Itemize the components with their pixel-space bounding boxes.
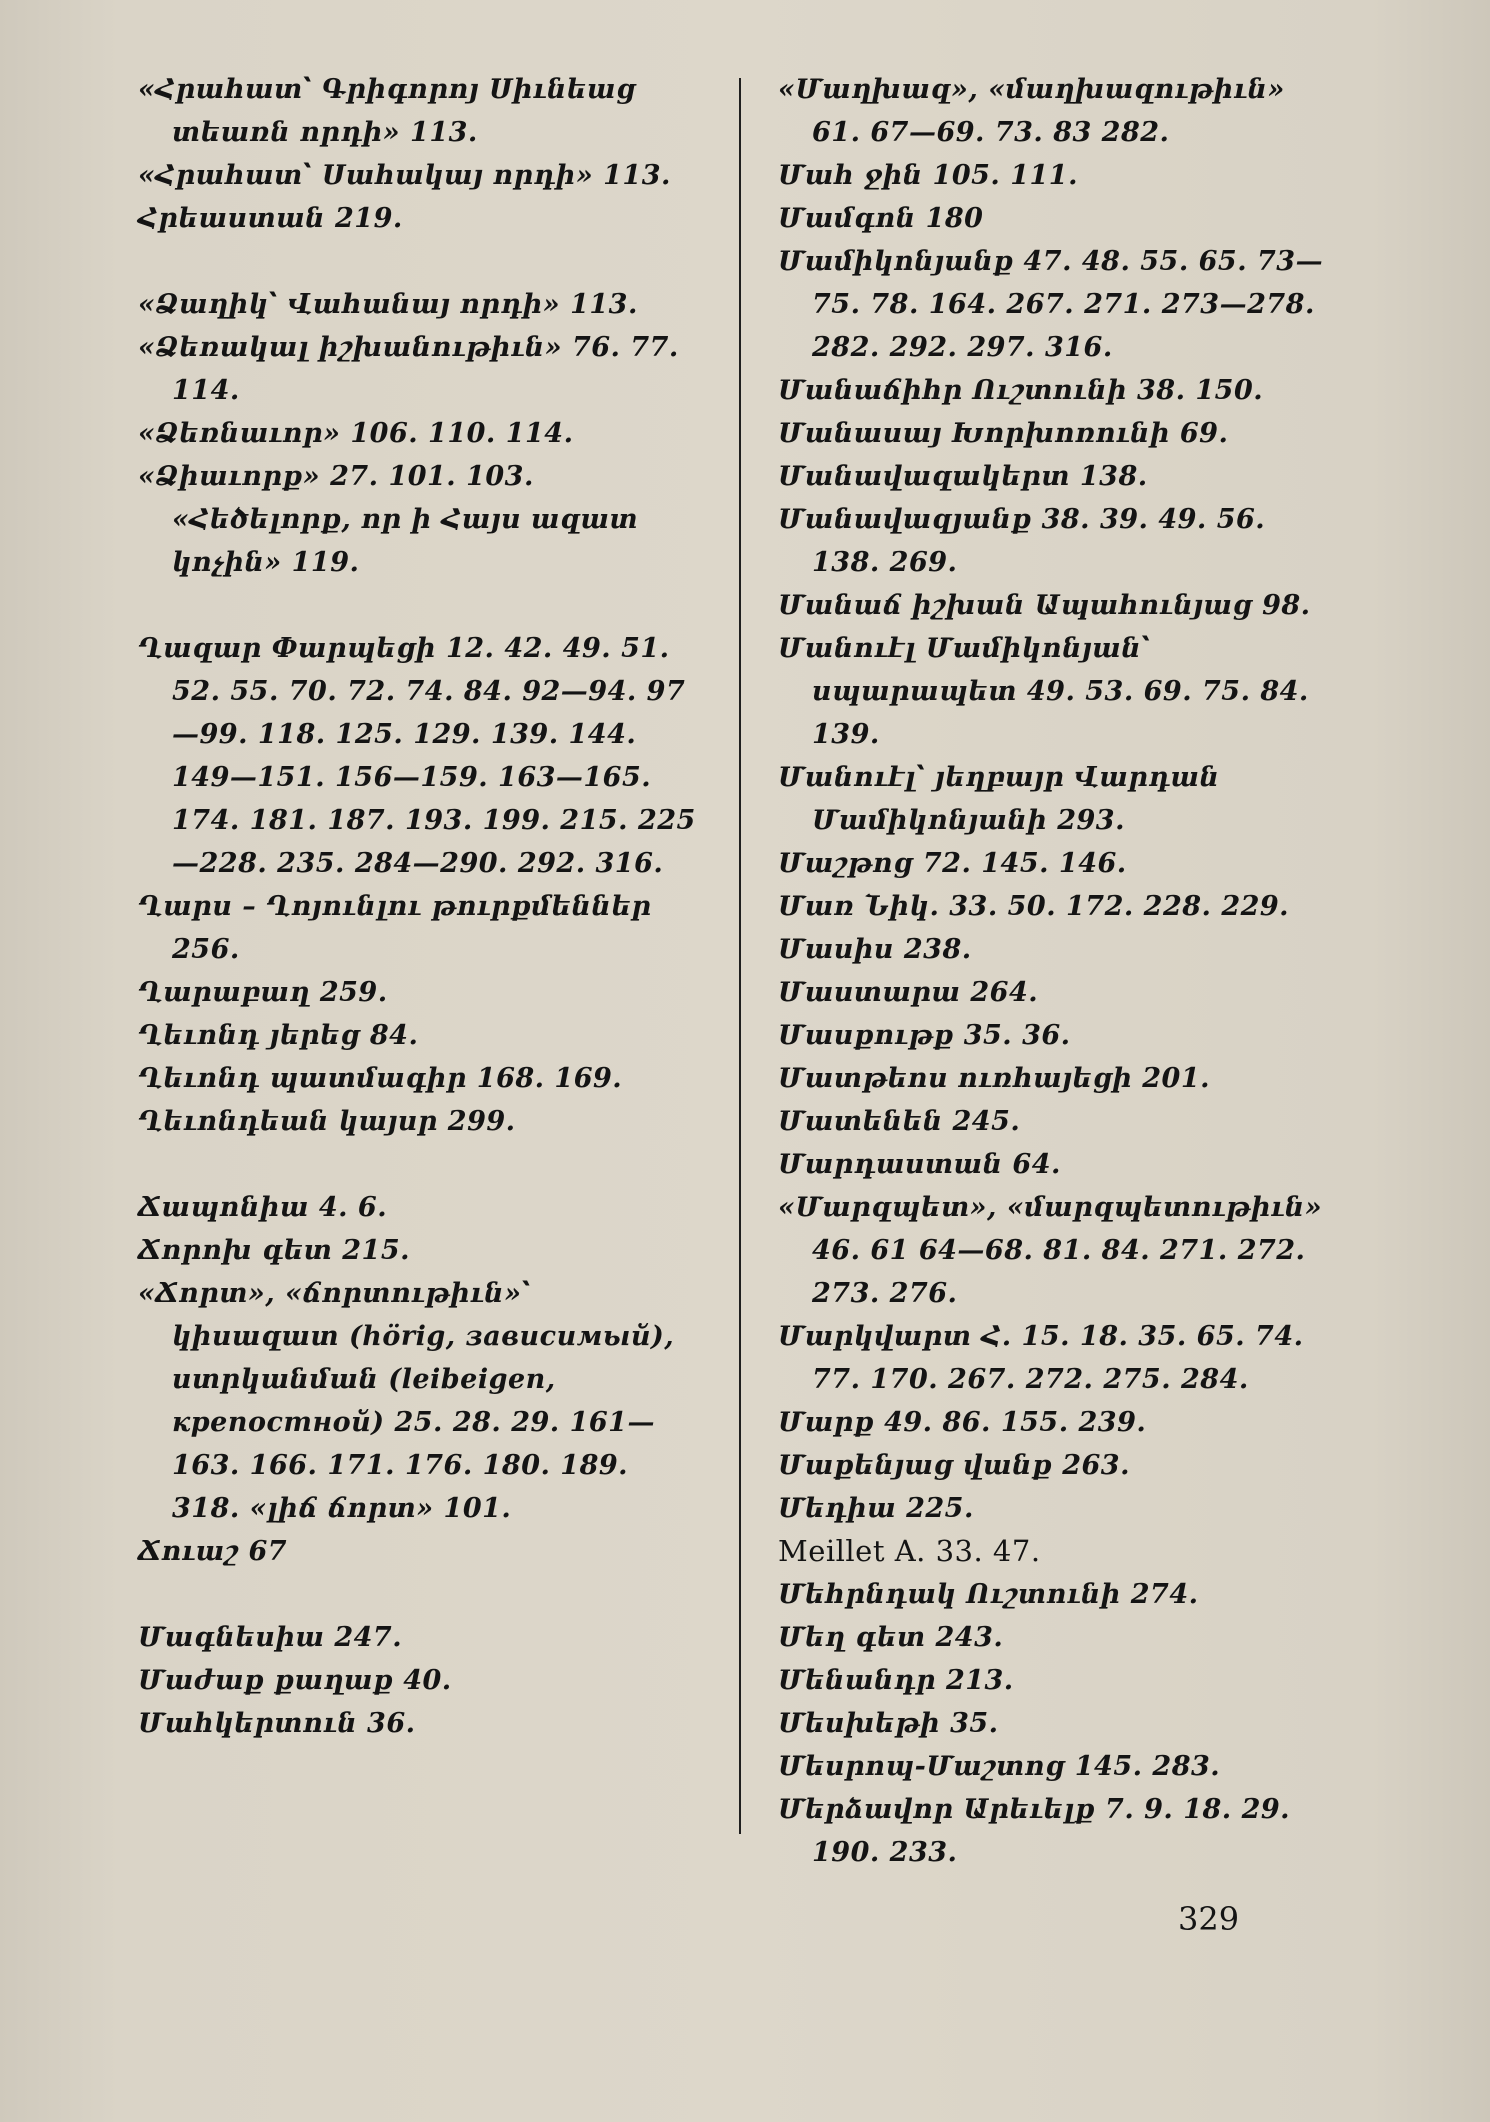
index-entry: «Հրահատ՝ Սահակայ որդի» 113. bbox=[138, 160, 671, 191]
index-column-right bbox=[778, 68, 1338, 1874]
index-entry: Հրեաստան 219. bbox=[138, 203, 403, 234]
index-entry: Մանաճ իշխան Ապահունյաց 98. bbox=[778, 590, 1311, 621]
index-entry: Մանասայ Խորխոռունի 69. bbox=[778, 418, 1229, 449]
index-entry: «Ձաղիկ՝ Վահանայ որդի» 113. bbox=[138, 289, 638, 320]
index-entry: Մանավազյանք 38. 39. 49. 56. 138. 269. bbox=[778, 504, 1266, 578]
index-entry: «Ձիաւորք» 27. 101. 103. «Հեծելորք, որ ի Հայս ազատ կոչին» 119. bbox=[138, 461, 639, 578]
index-entry: «Մաղխազ», «մաղխազութիւն» 61. 67—69. 73. 83 282. bbox=[778, 74, 1285, 148]
index-entry: Մանաճիհր Ուշտունի 38. 150. bbox=[778, 375, 1264, 406]
index-entry: Մահ ջին 105. 111. bbox=[778, 160, 1078, 191]
index-entry: Ճապոնիա 4. 6. bbox=[138, 1192, 388, 1223]
index-entry: Մարդաստան 64. bbox=[778, 1149, 1061, 1180]
index-entry: Մաքենյաց վանք 263. bbox=[778, 1450, 1130, 1481]
index-entry: «Հրահատ՝ Գրիգորոյ Սիւնեաց տեառն որդի» 113. bbox=[138, 74, 636, 148]
index-entry: Meillet A. 33. 47. bbox=[778, 1534, 1041, 1568]
index-entry: Մասիս 238. bbox=[778, 934, 972, 965]
section-gap bbox=[138, 240, 698, 283]
index-entry: Մատթեոս ուռհայեցի 201. bbox=[778, 1063, 1211, 1094]
index-entry: Մանուէլ Մամիկոնյան՝ սպարապետ 49. 53. 69. 75. 84. 139. bbox=[778, 633, 1309, 750]
index-entry: Մատենեն 245. bbox=[778, 1106, 1021, 1137]
index-entry: Մեհրնդակ Ուշտունի 274. bbox=[778, 1579, 1199, 1610]
index-entry: Մեդիա 225. bbox=[778, 1493, 974, 1524]
index-entry: Մանավազակերտ 138. bbox=[778, 461, 1148, 492]
index-entry: Մասքութք 35. 36. bbox=[778, 1020, 1071, 1051]
index-column-left bbox=[138, 68, 698, 1745]
index-entry: Ղեւոնդ յերեց 84. bbox=[138, 1020, 419, 1051]
index-entry: Ղարաբաղ 259. bbox=[138, 977, 388, 1008]
index-entry: Մեսրոպ-Մաշտոց 145. 283. bbox=[778, 1751, 1221, 1782]
index-entry: Ճորոխ գետ 215. bbox=[138, 1235, 411, 1266]
index-entry: Ղեւոնդ պատմագիր 168. 169. bbox=[138, 1063, 623, 1094]
index-entry: Մահկերտուն 36. bbox=[138, 1708, 416, 1739]
index-entry: «Ձեռակալ իշխանութիւն» 76. 77. 114. bbox=[138, 332, 679, 406]
index-entry: Մերձավոր Արեւելք 7. 9. 18. 29. 190. 233. bbox=[778, 1794, 1291, 1868]
index-entry: Ղեւոնդեան կայսր 299. bbox=[138, 1106, 516, 1137]
index-entry: Ճուաշ 67 bbox=[138, 1536, 288, 1567]
index-entry: Մաստարա 264. bbox=[778, 977, 1039, 1008]
index-entry: «Ճորտ», «ճորտութիւն»՝ կիսազատ (hörig, зависимый), ստրկանման (leibeigen, крепостной) 25. 28. 29. 161—163. 166. 171. 176. 180. 189. 318. «լիճ ճորտ» 101. bbox=[138, 1278, 675, 1524]
index-entry: Մագնեսիա 247. bbox=[138, 1622, 403, 1653]
section-gap bbox=[138, 1573, 698, 1616]
index-entry: Մենանդր 213. bbox=[778, 1665, 1014, 1696]
index-entry: Մարք 49. 86. 155. 239. bbox=[778, 1407, 1147, 1438]
index-entry: Մաշթոց 72. 145. 146. bbox=[778, 848, 1127, 879]
column-divider bbox=[739, 78, 741, 1834]
index-entry: Ղազար Փարպեցի 12. 42. 49. 51. 52. 55. 70. 72. 74. 84. 92—94. 97—99. 118. 125. 129. 139. 144. 149—151. 156—159. 163—165. 174. 181. 187. 193. 199. 215. 225—228. 235. 284—290. 292. 316. bbox=[138, 633, 696, 879]
index-entry: Մամիկոնյանք 47. 48. 55. 65. 73—75. 78. 164. 267. 271. 273—278. 282. 292. 297. 316. bbox=[778, 246, 1324, 363]
index-entry: Մամգոն 180 bbox=[778, 203, 984, 234]
index-entry: Մանուէլ՝ յեղբայր Վարդան Մամիկոնյանի 293. bbox=[778, 762, 1220, 836]
index-entry: «Ձեռնաւոր» 106. 110. 114. bbox=[138, 418, 574, 449]
section-gap bbox=[138, 584, 698, 627]
index-entry: Ղարս – Ղոյունլու թուրքմեններ 256. bbox=[138, 891, 652, 965]
index-entry: Մառ Նիկ. 33. 50. 172. 228. 229. bbox=[778, 891, 1290, 922]
index-entry: Մարկվարտ Հ. 15. 18. 35. 65. 74. 77. 170. 267. 272. 275. 284. bbox=[778, 1321, 1304, 1395]
index-entry: Մեղ գետ 243. bbox=[778, 1622, 1004, 1653]
index-entry: Մեսխեթի 35. bbox=[778, 1708, 999, 1739]
page-number: 329 bbox=[1178, 1900, 1240, 1938]
section-gap bbox=[138, 1143, 698, 1186]
index-entry: Մաժաք քաղաք 40. bbox=[138, 1665, 452, 1696]
index-entry: «Մարզպետ», «մարզպետութիւն» 46. 61 64—68. 81. 84. 271. 272. 273. 276. bbox=[778, 1192, 1323, 1309]
